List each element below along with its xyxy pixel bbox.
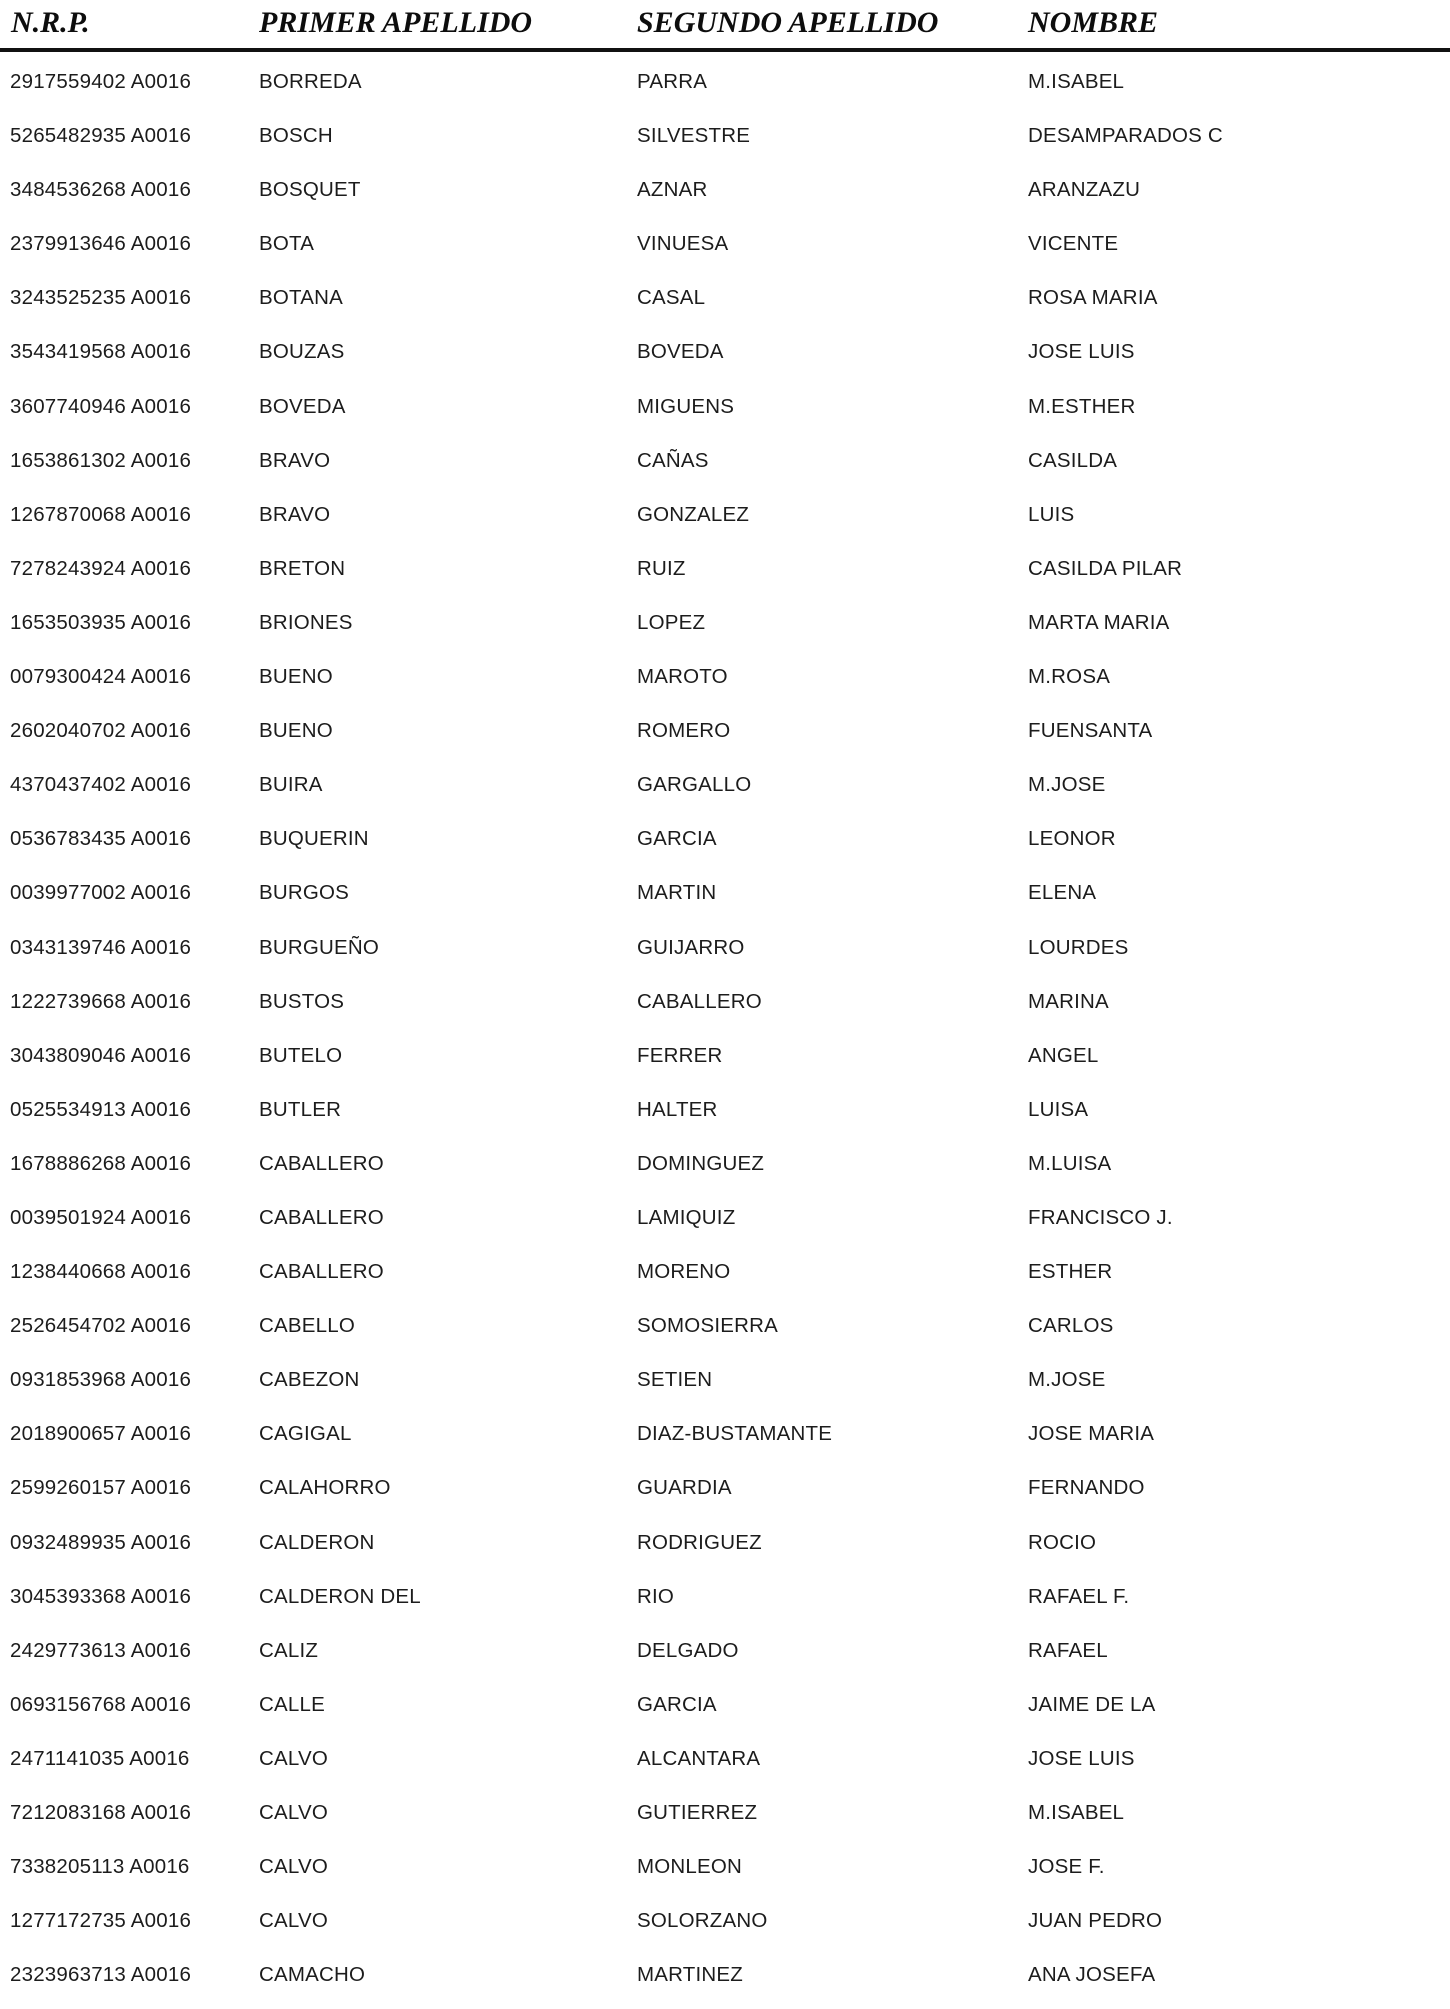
segundo-apellido-cell: MIGUENS bbox=[637, 394, 735, 418]
nrp-cell: 1222739668 A0016 bbox=[10, 989, 192, 1013]
primer-apellido-cell: BUTLER bbox=[259, 1097, 342, 1121]
primer-apellido-cell: CALIZ bbox=[259, 1638, 319, 1662]
table-row bbox=[0, 441, 1450, 495]
segundo-apellido-cell: GARGALLO bbox=[637, 773, 752, 797]
nombre-cell: CASILDA PILAR bbox=[1028, 556, 1183, 580]
primer-apellido-cell: CABEZON bbox=[259, 1368, 360, 1392]
segundo-apellido-cell: MARTINEZ bbox=[637, 1963, 744, 1987]
table-row bbox=[0, 603, 1450, 657]
table-row bbox=[0, 549, 1450, 603]
nombre-cell: ROSA MARIA bbox=[1028, 286, 1158, 310]
segundo-apellido-cell: GUIJARRO bbox=[637, 935, 745, 959]
nrp-cell: 2379913646 A0016 bbox=[10, 232, 192, 256]
nrp-cell: 3043809046 A0016 bbox=[10, 1043, 192, 1067]
table-row bbox=[0, 1847, 1450, 1901]
segundo-apellido-cell: MONLEON bbox=[637, 1855, 743, 1879]
segundo-apellido-cell: LOPEZ bbox=[637, 610, 706, 634]
segundo-apellido-cell: HALTER bbox=[637, 1097, 718, 1121]
segundo-apellido-cell: GONZALEZ bbox=[637, 502, 750, 526]
header-segundo-apellido: SEGUNDO APELLIDO bbox=[637, 6, 939, 39]
nombre-cell: RAFAEL F. bbox=[1028, 1584, 1130, 1608]
primer-apellido-cell: CABALLERO bbox=[259, 1151, 384, 1175]
table-row bbox=[0, 224, 1450, 278]
primer-apellido-cell: BUENO bbox=[259, 665, 333, 689]
segundo-apellido-cell: DELGADO bbox=[637, 1638, 739, 1662]
primer-apellido-cell: CABALLERO bbox=[259, 1260, 384, 1284]
nombre-cell: M.LUISA bbox=[1028, 1151, 1112, 1175]
nrp-cell: 2917559402 A0016 bbox=[10, 70, 192, 93]
nrp-cell: 5265482935 A0016 bbox=[10, 124, 192, 148]
segundo-apellido-cell: GUARDIA bbox=[637, 1476, 732, 1500]
nombre-cell: ANA JOSEFA bbox=[1028, 1963, 1156, 1987]
primer-apellido-cell: CALLE bbox=[259, 1692, 325, 1716]
table-row bbox=[0, 278, 1450, 332]
nrp-cell: 2526454702 A0016 bbox=[10, 1314, 192, 1338]
segundo-apellido-cell: MARTIN bbox=[637, 881, 717, 905]
segundo-apellido-cell: ALCANTARA bbox=[637, 1746, 761, 1770]
nombre-cell: VICENTE bbox=[1028, 232, 1119, 256]
segundo-apellido-cell: GARCIA bbox=[637, 827, 717, 851]
segundo-apellido-cell: ROMERO bbox=[637, 719, 731, 743]
primer-apellido-cell: BOUZAS bbox=[259, 340, 345, 364]
nombre-cell: M.JOSE bbox=[1028, 1368, 1106, 1392]
nrp-cell: 2471141035 A0016 bbox=[10, 1746, 190, 1770]
table-row bbox=[0, 711, 1450, 765]
nrp-cell: 2323963713 A0016 bbox=[10, 1963, 192, 1987]
nrp-cell: 7338205113 A0016 bbox=[10, 1855, 190, 1879]
segundo-apellido-cell: RODRIGUEZ bbox=[637, 1530, 762, 1554]
table-row bbox=[0, 1090, 1450, 1144]
nombre-cell: JOSE MARIA bbox=[1028, 1422, 1155, 1446]
nombre-cell: ELENA bbox=[1028, 881, 1097, 905]
primer-apellido-cell: BRAVO bbox=[259, 502, 331, 526]
nrp-cell: 3484536268 A0016 bbox=[10, 178, 192, 202]
primer-apellido-cell: BURGUEÑO bbox=[259, 935, 380, 959]
table-row bbox=[0, 1955, 1450, 2009]
table-row bbox=[0, 1739, 1450, 1793]
primer-apellido-cell: BOSCH bbox=[259, 124, 333, 148]
header-nrp: N.R.P. bbox=[11, 6, 90, 39]
nrp-cell: 0079300424 A0016 bbox=[10, 665, 192, 689]
nombre-cell: JOSE LUIS bbox=[1028, 340, 1135, 364]
nrp-cell: 3543419568 A0016 bbox=[10, 340, 192, 364]
nombre-cell: JAIME DE LA bbox=[1028, 1692, 1156, 1716]
nombre-cell: M.ISABEL bbox=[1028, 70, 1125, 93]
primer-apellido-cell: BRIONES bbox=[259, 610, 353, 634]
segundo-apellido-cell: AZNAR bbox=[637, 178, 708, 202]
nombre-cell: CARLOS bbox=[1028, 1314, 1114, 1338]
nombre-cell: ROCIO bbox=[1028, 1530, 1097, 1554]
table-row bbox=[0, 982, 1450, 1036]
primer-apellido-cell: BURGOS bbox=[259, 881, 350, 905]
nrp-cell: 0931853968 A0016 bbox=[10, 1368, 192, 1392]
table-row bbox=[0, 928, 1450, 982]
primer-apellido-cell: CAGIGAL bbox=[259, 1422, 352, 1446]
segundo-apellido-cell: RUIZ bbox=[637, 556, 686, 580]
segundo-apellido-cell: DIAZ-BUSTAMANTE bbox=[637, 1422, 833, 1446]
nrp-cell: 3045393368 A0016 bbox=[10, 1584, 192, 1608]
primer-apellido-cell: BUQUERIN bbox=[259, 827, 369, 851]
table-row bbox=[0, 1144, 1450, 1198]
nrp-cell: 1238440668 A0016 bbox=[10, 1260, 192, 1284]
table-row bbox=[0, 62, 1450, 116]
primer-apellido-cell: CABALLERO bbox=[259, 1205, 384, 1229]
table-row bbox=[0, 332, 1450, 386]
segundo-apellido-cell: SOMOSIERRA bbox=[637, 1314, 778, 1338]
table-row bbox=[0, 1523, 1450, 1577]
segundo-apellido-cell: CASAL bbox=[637, 286, 706, 310]
table-row bbox=[0, 116, 1450, 170]
primer-apellido-cell: BORREDA bbox=[259, 70, 362, 93]
nombre-cell: FRANCISCO J. bbox=[1028, 1205, 1173, 1229]
table-row bbox=[0, 1468, 1450, 1522]
primer-apellido-cell: CALVO bbox=[259, 1746, 328, 1770]
table-row bbox=[0, 1414, 1450, 1468]
table-row bbox=[0, 387, 1450, 441]
primer-apellido-cell: BUIRA bbox=[259, 773, 323, 797]
segundo-apellido-cell: MAROTO bbox=[637, 665, 728, 689]
table-row bbox=[0, 1577, 1450, 1631]
header-primer-apellido: PRIMER APELLIDO bbox=[259, 6, 533, 39]
primer-apellido-cell: BUENO bbox=[259, 719, 333, 743]
nombre-cell: LOURDES bbox=[1028, 935, 1129, 959]
table-row bbox=[0, 1036, 1450, 1090]
primer-apellido-cell: CALVO bbox=[259, 1909, 328, 1933]
nrp-cell: 1653861302 A0016 bbox=[10, 448, 192, 472]
segundo-apellido-cell: LAMIQUIZ bbox=[637, 1205, 736, 1229]
segundo-apellido-cell: MORENO bbox=[637, 1260, 731, 1284]
primer-apellido-cell: BOVEDA bbox=[259, 394, 346, 418]
primer-apellido-cell: CAMACHO bbox=[259, 1963, 366, 1987]
table-row bbox=[0, 170, 1450, 224]
segundo-apellido-cell: GARCIA bbox=[637, 1692, 717, 1716]
nombre-cell: M.ISABEL bbox=[1028, 1801, 1125, 1824]
nrp-cell: 2599260157 A0016 bbox=[10, 1476, 192, 1500]
table-row bbox=[0, 819, 1450, 873]
nrp-cell: 7212083168 A0016 bbox=[10, 1801, 192, 1824]
primer-apellido-cell: CALVO bbox=[259, 1855, 328, 1879]
segundo-apellido-cell: SILVESTRE bbox=[637, 124, 751, 148]
nombre-cell: DESAMPARADOS C bbox=[1028, 124, 1223, 148]
primer-apellido-cell: CALVO bbox=[259, 1801, 328, 1824]
segundo-apellido-cell: CAÑAS bbox=[637, 448, 709, 472]
nombre-cell: LUIS bbox=[1028, 502, 1075, 526]
nombre-cell: M.JOSE bbox=[1028, 773, 1106, 797]
nrp-cell: 3607740946 A0016 bbox=[10, 394, 192, 418]
segundo-apellido-cell: BOVEDA bbox=[637, 340, 724, 364]
segundo-apellido-cell: FERRER bbox=[637, 1043, 723, 1067]
nombre-cell: ARANZAZU bbox=[1028, 178, 1141, 202]
nombre-cell: FUENSANTA bbox=[1028, 719, 1153, 743]
nrp-cell: 0693156768 A0016 bbox=[10, 1692, 192, 1716]
primer-apellido-cell: BUSTOS bbox=[259, 989, 345, 1013]
nrp-cell: 0932489935 A0016 bbox=[10, 1530, 192, 1554]
segundo-apellido-cell: SETIEN bbox=[637, 1368, 713, 1392]
nrp-cell: 0039501924 A0016 bbox=[10, 1205, 192, 1229]
table-row bbox=[0, 1360, 1450, 1414]
nombre-cell: M.ESTHER bbox=[1028, 394, 1136, 418]
primer-apellido-cell: CABELLO bbox=[259, 1314, 355, 1338]
table-row bbox=[0, 1631, 1450, 1685]
primer-apellido-cell: BOTANA bbox=[259, 286, 343, 310]
table-row bbox=[0, 495, 1450, 549]
nombre-cell: M.ROSA bbox=[1028, 665, 1111, 689]
primer-apellido-cell: CALDERON bbox=[259, 1530, 375, 1554]
primer-apellido-cell: CALAHORRO bbox=[259, 1476, 391, 1500]
primer-apellido-cell: BOTA bbox=[259, 232, 315, 256]
nombre-cell: LUISA bbox=[1028, 1097, 1089, 1121]
nrp-cell: 2018900657 A0016 bbox=[10, 1422, 192, 1446]
table-row bbox=[0, 1252, 1450, 1306]
nrp-cell: 4370437402 A0016 bbox=[10, 773, 192, 797]
nombre-cell: JOSE LUIS bbox=[1028, 1746, 1135, 1770]
header-divider bbox=[0, 48, 1450, 52]
nrp-cell: 0525534913 A0016 bbox=[10, 1097, 192, 1121]
nombre-cell: ESTHER bbox=[1028, 1260, 1113, 1284]
nombre-cell: ANGEL bbox=[1028, 1043, 1099, 1067]
table-row bbox=[0, 1306, 1450, 1360]
nrp-cell: 1678886268 A0016 bbox=[10, 1151, 192, 1175]
table-row bbox=[0, 657, 1450, 711]
nombre-cell: MARTA MARIA bbox=[1028, 610, 1170, 634]
segundo-apellido-cell: VINUESA bbox=[637, 232, 729, 256]
segundo-apellido-cell: CABALLERO bbox=[637, 989, 762, 1013]
segundo-apellido-cell: PARRA bbox=[637, 70, 708, 93]
nrp-cell: 1267870068 A0016 bbox=[10, 502, 192, 526]
nrp-cell: 3243525235 A0016 bbox=[10, 286, 192, 310]
nrp-cell: 2602040702 A0016 bbox=[10, 719, 192, 743]
nrp-cell: 0536783435 A0016 bbox=[10, 827, 192, 851]
nombre-cell: LEONOR bbox=[1028, 827, 1116, 851]
nombre-cell: MARINA bbox=[1028, 989, 1109, 1013]
primer-apellido-cell: BUTELO bbox=[259, 1043, 343, 1067]
segundo-apellido-cell: DOMINGUEZ bbox=[637, 1151, 765, 1175]
table-row bbox=[0, 1198, 1450, 1252]
table-header bbox=[0, 6, 1450, 42]
table-row bbox=[0, 1685, 1450, 1739]
nombre-cell: CASILDA bbox=[1028, 448, 1118, 472]
table-body bbox=[0, 62, 1450, 2009]
nrp-cell: 1653503935 A0016 bbox=[10, 610, 192, 634]
nombre-cell: JUAN PEDRO bbox=[1028, 1909, 1163, 1933]
table-row bbox=[0, 873, 1450, 927]
nrp-cell: 0343139746 A0016 bbox=[10, 935, 192, 959]
primer-apellido-cell: BOSQUET bbox=[259, 178, 361, 202]
table-row bbox=[0, 1901, 1450, 1955]
segundo-apellido-cell: GUTIERREZ bbox=[637, 1801, 758, 1824]
nrp-cell: 0039977002 A0016 bbox=[10, 881, 192, 905]
table-row bbox=[0, 765, 1450, 819]
header-nombre: NOMBRE bbox=[1028, 6, 1159, 39]
nombre-cell: FERNANDO bbox=[1028, 1476, 1145, 1500]
nombre-cell: RAFAEL bbox=[1028, 1638, 1108, 1662]
nrp-cell: 1277172735 A0016 bbox=[10, 1909, 192, 1933]
segundo-apellido-cell: SOLORZANO bbox=[637, 1909, 768, 1933]
primer-apellido-cell: BRETON bbox=[259, 556, 346, 580]
segundo-apellido-cell: RIO bbox=[637, 1584, 675, 1608]
nrp-cell: 2429773613 A0016 bbox=[10, 1638, 192, 1662]
primer-apellido-cell: CALDERON DEL bbox=[259, 1584, 421, 1608]
nrp-cell: 7278243924 A0016 bbox=[10, 556, 192, 580]
primer-apellido-cell: BRAVO bbox=[259, 448, 331, 472]
nombre-cell: JOSE F. bbox=[1028, 1855, 1105, 1879]
table-row bbox=[0, 1793, 1450, 1847]
